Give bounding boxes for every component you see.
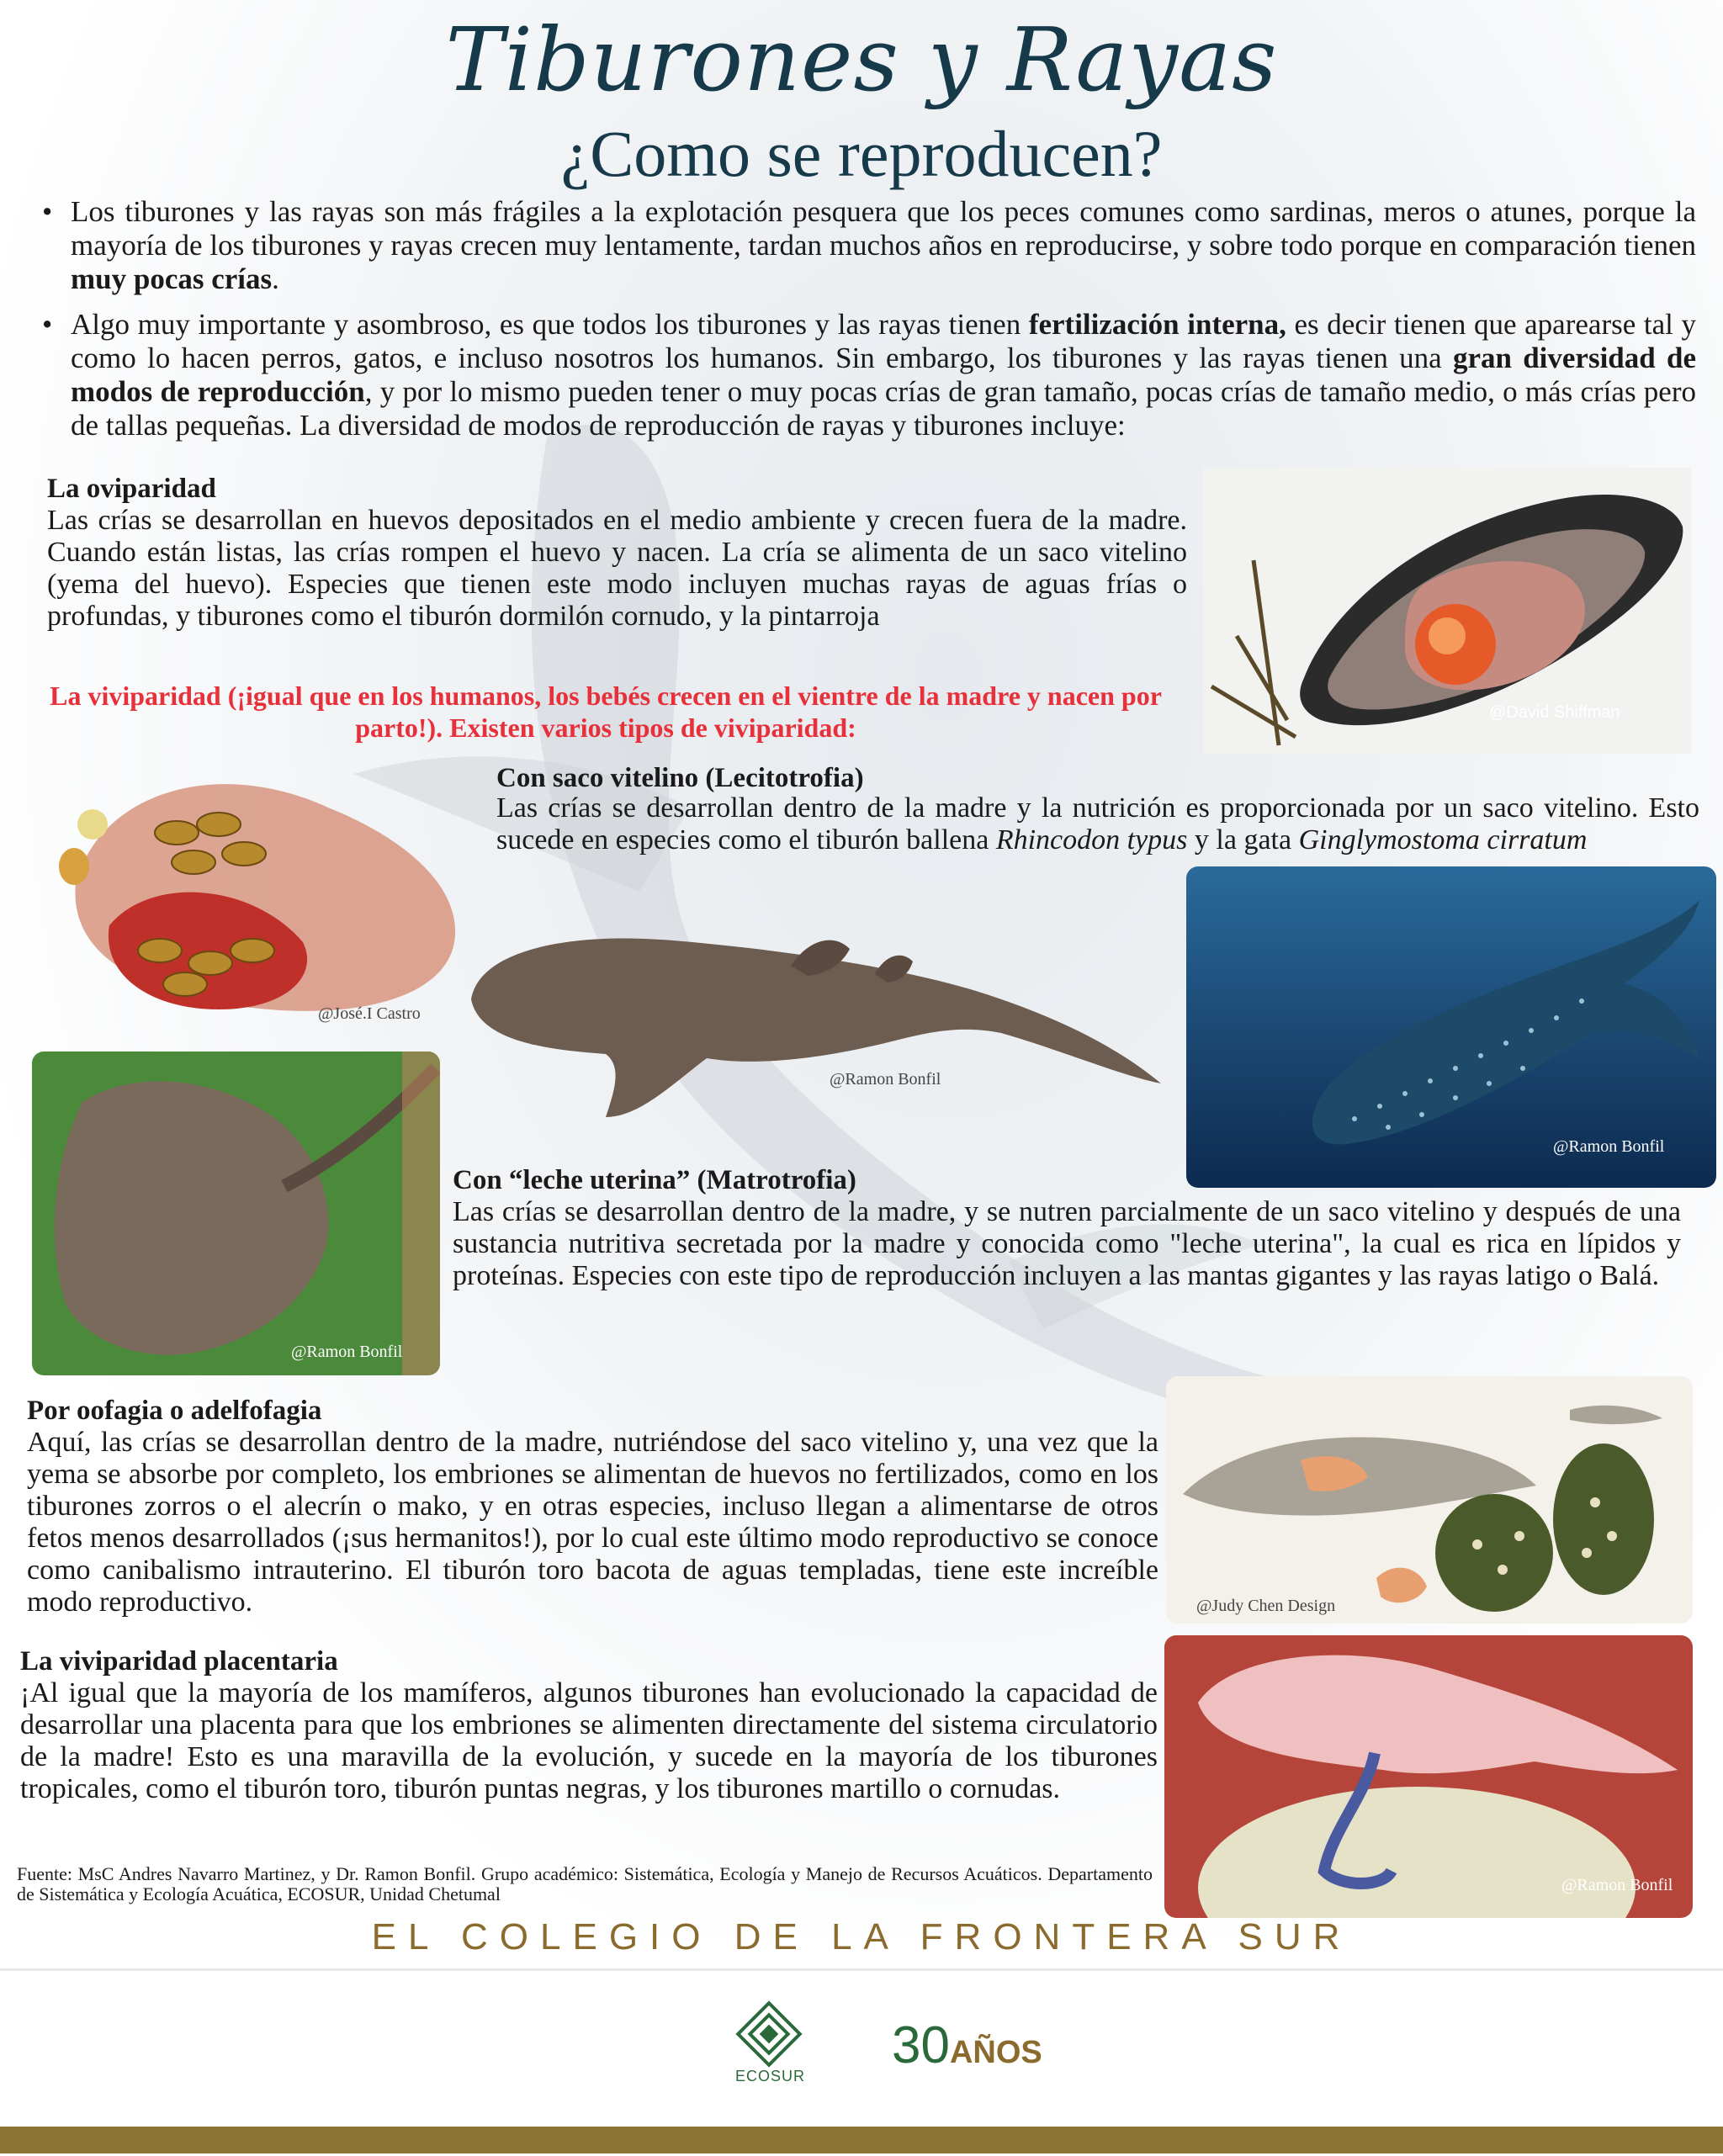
matrotrofia-heading: Con “leche uterina” (Matrotrofia): [453, 1165, 856, 1195]
intro-bullet-2: • Algo muy importante y asombroso, es que todos los tiburones y las rayas tienen fertilización interna, es decir tienen que aparearse tal y como lo hacen perros, gatos, e incluso nosotros los humanos. Sin embargo, los tiburones y las rayas tienen una gran diversidad de modos de reproducción, y por lo mismo pueden tener o muy pocas crías de gran tamaño, pocas crías de tamaño medio, o más crías pero de tallas pequeñas. La diversidad de modos de reproducción de rayas y tiburones incluye:: [40, 308, 1696, 442]
institution-name: EL COLEGIO DE LA FRONTERA SUR: [371, 1916, 1352, 1957]
lecitotrofia-text: Las crías se desarrollan dentro de la madre y la nutrición es proporcionada por un saco vitelino. Esto sucede en especies como el tiburón ballena Rhincodon typus y la gata Ginglymostoma cirratum: [496, 792, 1699, 856]
oviparidad-photo-credit: @David Shiffman: [1489, 703, 1620, 722]
oviparidad-heading: La oviparidad: [47, 474, 216, 504]
anniversary-word: AÑOS: [949, 2035, 1042, 2070]
anniversary-badge: [892, 2016, 1042, 2075]
intro-bullet-1: • Los tiburones y las rayas son más frágiles a la explotación pesquera que los peces comunes como sardinas, meros o atunes, porque la mayoría de los tiburones y rayas crecen muy lentamente, tardan muchos años en reproducirse, y sobre todo porque en comparación tienen muy pocas crías.: [40, 195, 1696, 296]
placentaria-text: ¡Al igual que la mayoría de los mamíferos, algunos tiburones han evolucionado la capacidad de desarrollar una placenta para que los embriones se alimenten directamente del sistema circulatorio de la madre! Esto es una maravilla de la evolución, y sucede en la mayoría de los tiburones tropicales, como el tiburón toro, tiburón puntas negras, y los tiburones martillo o cornudas.: [20, 1677, 1158, 1804]
matrotrofia-text: Las crías se desarrollan dentro de la madre, y se nutren parcialmente de un saco vitelino y después de una sustancia nutritiva secretada por la madre y conocida como "leche uterina", la cual es rica en lípidos y proteínas. Especies con este tipo de reproducción incluyen a las mantas gigantes y las rayas latigo o Balá.: [453, 1196, 1681, 1291]
oofagia-heading: Por oofagia o adelfofagia: [27, 1396, 322, 1426]
page-title: Tiburones y Rayas: [445, 8, 1278, 111]
oofagia-photo-credit: @Judy Chen Design: [1196, 1597, 1336, 1615]
nurse-shark-photo: [454, 915, 1178, 1126]
viviparidad-note: La viviparidad (¡igual que en los humanos, los bebés crecen en el vientre de la madre y nacen por parto!). Existen varios tipos de viviparidad:: [50, 681, 1162, 743]
stingray-illustration: [32, 1052, 440, 1375]
oofagia-diagram: [1166, 1376, 1693, 1624]
lecitotrofia-nurse-credit: @Ramon Bonfil: [830, 1070, 941, 1089]
intrauterine-cannibalism-illustration: [1166, 1376, 1693, 1624]
oviparidad-text: Las crías se desarrollan en huevos depositados en el medio ambiente y crecen fuera de la madre. Cuando están listas, las crías rompen el huevo y nacen. La cría se alimenta de un saco vitelino (yema del huevo). Especies que tienen este modo incluyen muchas rayas de aguas frías o profundas, y tiburones como el tiburón dormilón cornudo, y la pintarroja: [47, 505, 1187, 632]
egg-case-photo: [1203, 468, 1691, 754]
placental-embryo-photo: [1164, 1635, 1693, 1918]
ecosur-logo-icon: [735, 2000, 803, 2068]
source-citation: Fuente: MsC Andres Navarro Martinez, y Dr. Ramon Bonfil. Grupo académico: Sistemática, Ecología y Manejo de Recursos Acuáticos. Departamento de Sistemática y Ecología Acuática, ECOSUR, Unidad Chetumal: [17, 1863, 1153, 1904]
yolk-sac-embryos-photo: [50, 757, 480, 1030]
oofagia-text: Aquí, las crías se desarrollan dentro de la madre, nutriéndose del saco vitelino y, una vez que la yema se absorbe por completo, los embriones se alimentan de huevos no fertilizados, como en los tiburones zorros o el alecrín o mako, y en otras especies, incluso llegan a alimentarse de otros fetos menos desarrollados (¡sus hermanitos!), por lo cual este último modo reproductivo se conoce como canibalismo intrauterino. El tiburón toro bacota de aguas templadas, tiene este increíble modo reproductivo.: [27, 1427, 1158, 1618]
nurse-shark-illustration: [454, 915, 1178, 1126]
intro-bullets: [40, 195, 1696, 454]
footer-gold-strip: [0, 2127, 1723, 2153]
lecitotrofia-yolk-credit: @José.I Castro: [318, 1004, 421, 1023]
placentaria-heading: La viviparidad placentaria: [20, 1646, 338, 1677]
ecosur-logo-label: ECOSUR: [735, 2068, 806, 2084]
whale-shark-photo: [1186, 866, 1716, 1188]
lecitotrofia-whale-credit: @Ramon Bonfil: [1553, 1137, 1665, 1156]
page-subtitle: ¿Como se reproducen?: [560, 117, 1163, 190]
anniversary-number: 30: [892, 2016, 950, 2074]
stingray-photo: [32, 1052, 440, 1375]
placentaria-photo-credit: @Ramon Bonfil: [1561, 1876, 1673, 1894]
yolk-sac-illustration: [50, 757, 480, 1030]
lecitotrofia-heading: Con saco vitelino (Lecitotrofia): [496, 763, 864, 793]
matrotrofia-photo-credit: @Ramon Bonfil: [291, 1343, 403, 1361]
